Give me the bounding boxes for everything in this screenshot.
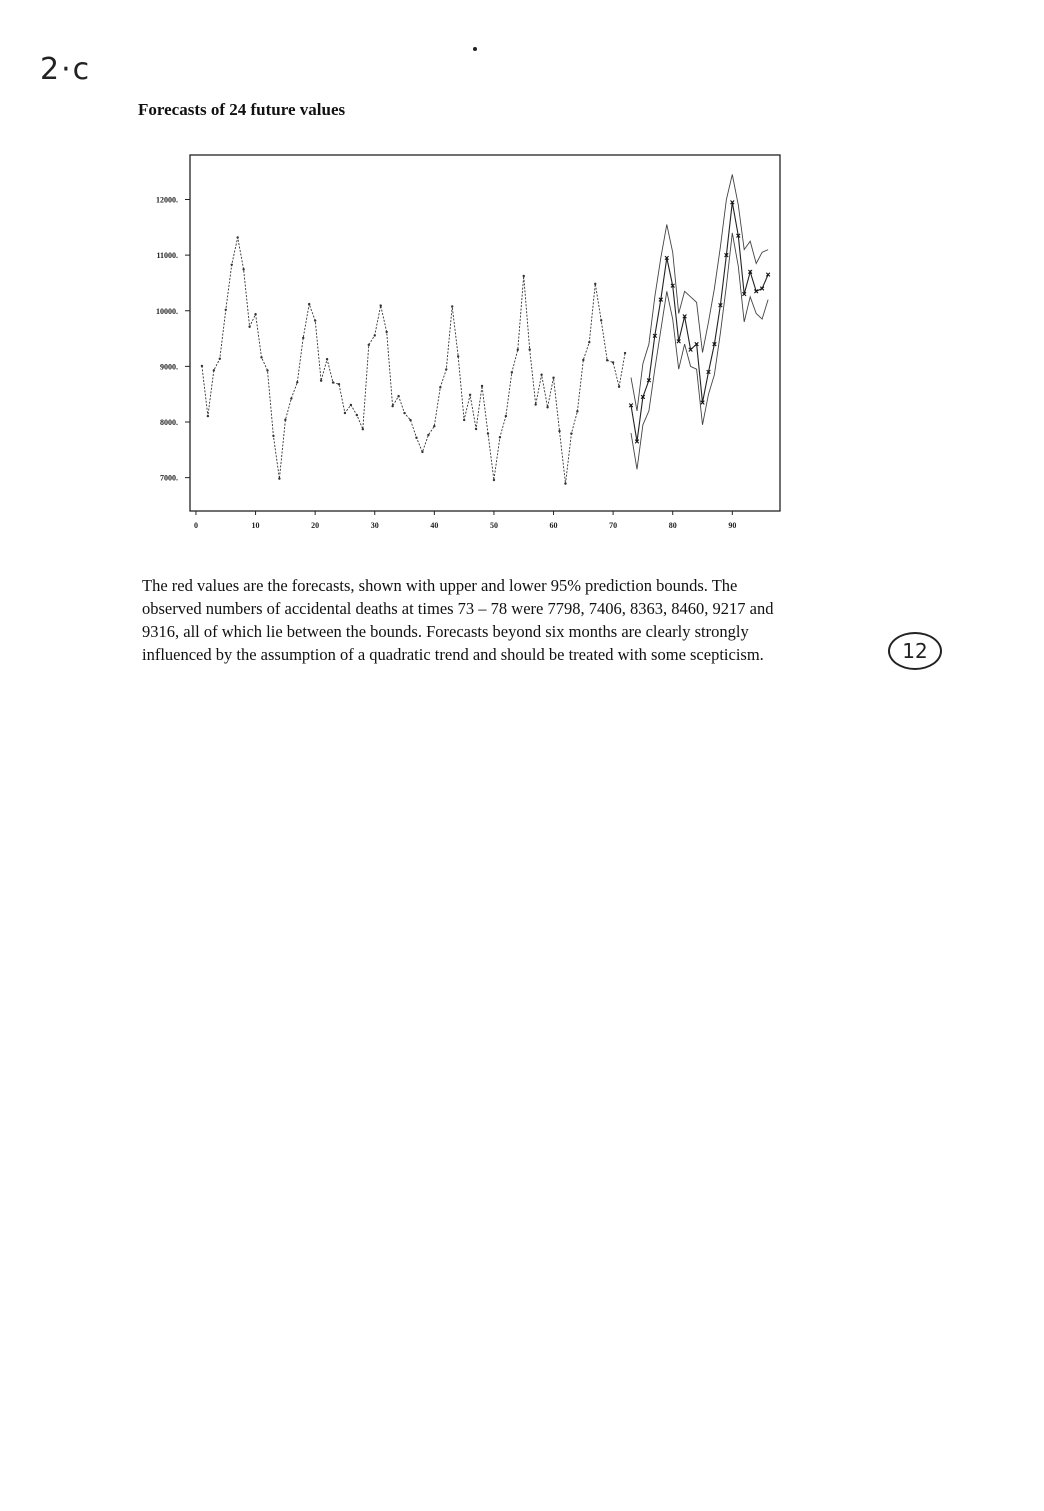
data-point [481,385,483,387]
data-point [231,264,233,266]
x-tick-label: 0 [193,521,198,530]
data-point [517,349,519,351]
data-point [487,432,489,434]
x-tick-label: 30 [370,521,379,530]
data-point [213,369,215,371]
data-point [624,352,626,354]
data-point [403,412,405,414]
data-point [457,355,459,357]
data-point [308,303,310,305]
data-point [475,428,477,430]
data-point [564,482,566,484]
data-point [618,386,620,388]
data-point [499,436,501,438]
stray-dot [473,47,477,51]
data-point [242,268,244,270]
data-point [463,419,465,421]
data-point [588,341,590,343]
data-point [314,319,316,321]
page-title: Forecasts of 24 future values [138,100,346,119]
data-point [225,309,227,311]
data-point [606,359,608,361]
data-point [368,344,370,346]
y-axis [156,196,190,483]
data-point [362,428,364,430]
data-point [546,406,548,408]
data-point [433,425,435,427]
series-layer [201,175,770,485]
x-tick-label: 80 [668,521,677,530]
data-point [254,313,256,315]
x-tick-label: 60 [549,521,558,530]
y-tick-label: 8000. [160,418,178,427]
data-point [570,432,572,434]
data-point [278,477,280,479]
data-point [493,479,495,481]
data-point [505,415,507,417]
handwritten-question-label: 2·c [40,52,92,87]
data-point [338,383,340,385]
data-point [207,415,209,417]
data-point [219,358,221,360]
data-point [320,379,322,381]
series-line-observed [202,238,625,484]
x-axis [194,511,736,530]
series-line-lower-95-bound [631,233,768,469]
data-point [558,430,560,432]
data-point [391,405,393,407]
plot-frame [190,155,780,511]
data-point [600,319,602,321]
data-point [612,361,614,363]
data-point [380,304,382,306]
data-point [201,365,203,367]
y-tick-label: 11000. [156,251,178,261]
data-point [409,419,411,421]
series-lower-95-bound [631,233,768,469]
data-point [248,326,250,328]
data-point [260,356,262,358]
data-point [469,394,471,396]
data-point [385,331,387,333]
data-point [451,305,453,307]
data-point [296,381,298,383]
y-tick-label: 9000. [160,362,178,372]
caption-paragraph: The red values are the forecasts, shown with upper and lower 95% prediction bounds. The observed numbers of accidental deaths at times 73 – 78 were 7798, 7406, 8363, 8460, 9217 and 9316, all of which lie between the bounds. Forecasts beyond six months are clearly strongly influenced by the assumption of a quadratic trend and should be treated with some scepticism. [142,576,774,664]
data-point [374,334,376,336]
y-tick-label: 7000. [160,473,178,483]
data-point [582,359,584,361]
data-point [427,434,429,436]
data-point [594,283,596,285]
data-point [350,404,352,406]
forecast-chart [130,145,790,540]
data-point [302,337,304,339]
y-tick-label: 10000. [156,306,178,316]
data-point [540,374,542,376]
x-tick-label: 40 [430,521,439,530]
data-point [523,275,525,277]
series-forecast [629,200,770,443]
data-point [528,348,530,350]
data-point [284,419,286,421]
y-tick-label: 12000. [156,195,178,205]
data-point [421,451,423,453]
data-point [332,381,334,383]
series-observed [201,236,627,485]
data-point [290,397,292,399]
data-point [552,377,554,379]
x-tick-label: 20 [311,521,320,530]
data-point [511,371,513,373]
data-point [356,414,358,416]
data-point [439,386,441,388]
x-tick-label: 10 [251,521,260,530]
data-point [266,369,268,371]
data-point [236,236,238,238]
data-point [534,403,536,405]
x-tick-label: 50 [489,521,498,530]
data-point [576,410,578,412]
x-tick-label: 70 [609,521,618,530]
data-point [415,437,417,439]
data-point [397,395,399,397]
data-point [326,358,328,360]
score-mark-circled: 12 [888,632,942,670]
data-point [272,435,274,437]
data-point [344,412,346,414]
data-point [445,368,447,370]
x-tick-label: 90 [728,521,737,530]
